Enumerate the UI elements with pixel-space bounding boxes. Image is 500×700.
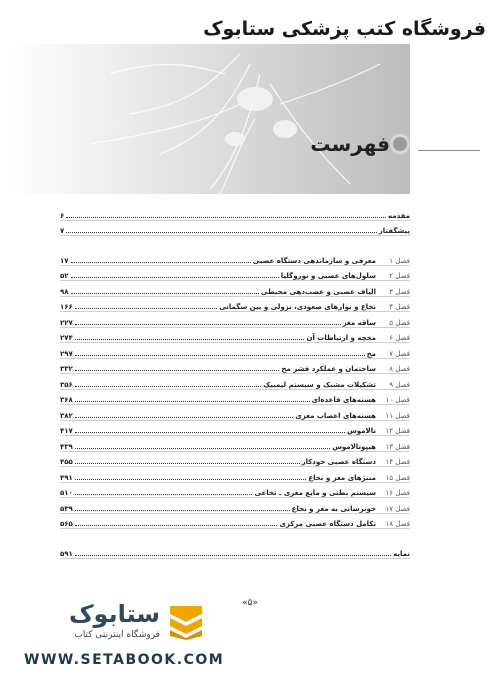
contents-title: فهرست [310, 132, 390, 156]
leader-dots [75, 417, 294, 418]
toc-title: تشکیلات مشبک و سیستم لیمبیک [263, 380, 376, 389]
toc-entry-chapter-18[interactable] [60, 514, 410, 530]
leader-dots [75, 401, 310, 402]
leader-dots [75, 308, 217, 309]
website-url[interactable]: WWW.SETABOOK.COM [24, 652, 225, 668]
toc-entry-intro[interactable] [60, 205, 410, 221]
toc-entry-chapter-4[interactable] [60, 297, 410, 313]
leader-dots [75, 448, 330, 449]
toc-page: ۳۳۲ [60, 365, 73, 373]
toc-title: هیپوتالاموس [332, 442, 376, 451]
toc-title: سلول‌های عصبی و نوروگلیا [280, 272, 376, 280]
spacer [60, 236, 410, 250]
toc-page: ۵۱۰ [60, 489, 73, 497]
chapter-number: فصل ۱۸ [385, 520, 410, 528]
page-number: «۵» [242, 598, 258, 608]
toc-page: ۷ [60, 227, 65, 235]
toc-entry-chapter-17[interactable] [60, 498, 410, 514]
chapter-number: فصل ۸ [389, 365, 410, 373]
chapter-number: فصل ۱۰ [385, 396, 410, 404]
contents-heading [302, 132, 410, 156]
toc-page: ۵۳۹ [60, 504, 73, 513]
chapter-number: فصل ۵ [389, 318, 410, 327]
toc-page: ۴۱۷ [60, 427, 73, 435]
leader-dots [75, 355, 365, 356]
toc-title: نخاع و نوارهای صعودی، نزولی و بین سگمانی [219, 303, 376, 311]
leader-dots [75, 525, 278, 526]
chapter-number: فصل ۱۳ [385, 442, 410, 451]
toc-title: پیشگفتار [378, 227, 410, 235]
leader-dots [71, 277, 279, 278]
toc-title: ساختمان و عملکرد قشر مخ [281, 365, 376, 373]
chapter-number: فصل ۷ [389, 349, 410, 358]
toc-page: ۴۵۵ [60, 458, 73, 466]
chapter-number: فصل ۳ [389, 287, 410, 296]
toc-entry-chapter-8[interactable] [60, 359, 410, 375]
toc-title: نمایه [393, 549, 410, 558]
toc-title: هسته‌های قاعده‌ای [311, 396, 376, 404]
toc-page: ۵۹۱ [60, 549, 73, 558]
setabook-mark-icon [168, 602, 206, 640]
toc-page: ۵۶۵ [60, 520, 73, 528]
toc-title: تکامل دستگاه عصبی مرکزی [279, 520, 376, 528]
leader-dots [75, 479, 306, 480]
toc-entry-chapter-14[interactable] [60, 452, 410, 468]
chapter-number: فصل ۹ [389, 380, 410, 389]
chapter-number: فصل ۱ [389, 256, 410, 265]
toc-page: ۳۵۶ [60, 380, 73, 389]
neural-illustration [10, 44, 410, 194]
toc-page: ۲۷۴ [60, 334, 73, 342]
chapter-number: فصل ۲ [389, 272, 410, 280]
setabook-logo [18, 600, 208, 648]
chapter-number: فصل ۶ [389, 334, 410, 342]
toc-title: مقدمه [388, 211, 410, 220]
toc-title: الیاف عصبی و عصب‌دهی محیطی [260, 287, 376, 296]
toc-entry-chapter-11[interactable] [60, 405, 410, 421]
leader-dots [75, 432, 345, 433]
chapter-number: فصل ۱۶ [385, 489, 410, 497]
toc-entry-preface[interactable] [60, 221, 410, 237]
toc-title: دستگاه عصبی خودکار [301, 458, 376, 466]
chapter-number: فصل ۱۷ [385, 504, 410, 513]
toc-entry-index[interactable] [60, 543, 410, 559]
leader-dots [75, 555, 391, 556]
logo-subtitle: فروشگاه اینترنتی کتاب [74, 630, 160, 640]
toc-title: مخچه و ارتباطات آن [306, 334, 376, 342]
leader-dots [75, 463, 300, 464]
toc-title: مننژهای مغز و نخاع [308, 473, 376, 482]
store-title: فروشگاه کتب پزشکی ستابوک [203, 18, 486, 40]
toc-page: ۶ [60, 211, 65, 220]
leader-dots [75, 386, 261, 387]
toc-page: ۴۳۹ [60, 442, 73, 451]
toc-title: خونرسانی به مغز و نخاع [291, 504, 376, 513]
toc-entry-chapter-1[interactable] [60, 250, 410, 266]
table-of-contents [60, 205, 410, 559]
leader-dots [75, 510, 290, 511]
chapter-number: فصل ۱۱ [385, 411, 410, 420]
spacer [60, 529, 410, 543]
toc-page: ۳۸۲ [60, 411, 73, 420]
toc-page: ۴۹۱ [60, 473, 73, 482]
toc-title: مخ [366, 349, 376, 358]
toc-entry-chapter-2[interactable] [60, 266, 410, 282]
leader-dots [71, 262, 251, 263]
leader-dots [75, 370, 280, 371]
toc-title: معرفی و سازماندهی دستگاه عصبی [252, 256, 376, 265]
toc-entry-chapter-3[interactable] [60, 281, 410, 297]
leader-dots [71, 293, 259, 294]
toc-entry-chapter-12[interactable] [60, 421, 410, 437]
toc-page: ۱۶۶ [60, 303, 73, 311]
toc-title: سیستم بطنی و مایع مغزی ـ نخاعی [254, 489, 376, 497]
toc-page: ۳۶۸ [60, 396, 73, 404]
toc-page: ۲۹۷ [60, 349, 73, 358]
chapter-number: فصل ۱۲ [385, 427, 410, 435]
toc-page: ۱۷ [60, 256, 69, 265]
toc-entry-chapter-9[interactable] [60, 374, 410, 390]
toc-entry-chapter-13[interactable] [60, 436, 410, 452]
leader-dots [75, 494, 253, 495]
title-rule [418, 150, 480, 151]
toc-entry-chapter-7[interactable] [60, 343, 410, 359]
toc-title: ساقه مغز [342, 318, 376, 327]
toc-entry-chapter-16[interactable] [60, 483, 410, 499]
toc-entry-chapter-6[interactable] [60, 328, 410, 344]
chapter-number: فصل ۱۴ [385, 458, 410, 466]
toc-entry-chapter-10[interactable] [60, 390, 410, 406]
circle-bullet-icon [390, 134, 410, 154]
leader-dots [66, 217, 386, 218]
toc-title: تالاموس [347, 427, 376, 435]
logo-wordmark: ستابوک [68, 600, 160, 628]
toc-page: ۵۲ [60, 272, 69, 280]
chapter-number: فصل ۱۵ [385, 473, 410, 482]
leader-dots [66, 232, 376, 233]
leader-dots [75, 324, 341, 325]
toc-page: ۲۲۷ [60, 318, 73, 327]
toc-entry-chapter-5[interactable] [60, 312, 410, 328]
toc-entry-chapter-15[interactable] [60, 467, 410, 483]
toc-title: هسته‌های اعصاب مغزی [295, 411, 376, 420]
toc-page: ۹۸ [60, 287, 69, 296]
leader-dots [75, 339, 305, 340]
chapter-number: فصل ۴ [389, 303, 410, 311]
